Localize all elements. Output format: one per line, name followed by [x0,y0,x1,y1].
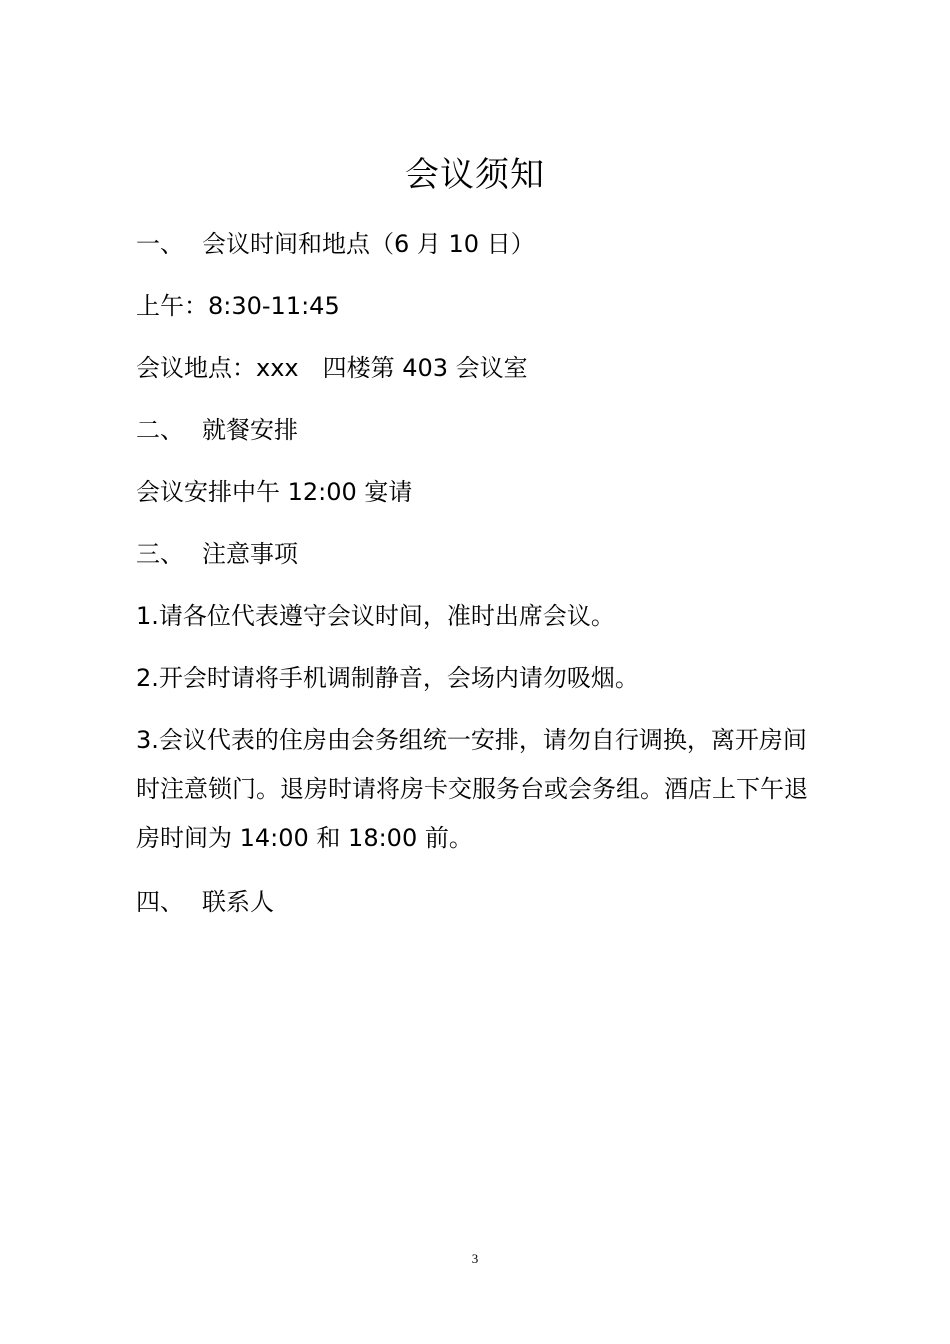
section-number: 一、 [136,230,184,258]
note-item-3: 3.会议代表的住房由会务组统一安排，请勿自行调换，离开房间时注意锁门。退房时请将房卡交服务台或会务组。酒店上下午退房时间为 14:00 和 18:00 前。 [136,726,808,852]
section-number: 二、 [136,416,184,444]
section-heading-text: 注意事项 [202,540,298,568]
section-heading-text: 会议时间和地点（6 月 10 日） [202,230,535,258]
note-item-2: 2.开会时请将手机调制静音，会场内请勿吸烟。 [136,664,639,692]
section-number: 四、 [136,888,184,916]
page-number: 3 [471,1251,479,1266]
section-heading-text: 联系人 [202,888,274,916]
section-heading-1 [136,226,535,262]
section-heading-4 [136,884,274,920]
meeting-time: 上午：8:30-11:45 [136,292,340,320]
section-heading-2 [136,412,298,448]
meeting-location: 会议地点：xxx 四楼第 403 会议室 [136,354,528,382]
meal-arrangement: 会议安排中午 12:00 宴请 [136,478,413,506]
section-number: 三、 [136,540,184,568]
note-item-1: 1.请各位代表遵守会议时间，准时出席会议。 [136,602,615,630]
section-heading-3 [136,536,298,572]
document-title: 会议须知 [405,155,545,195]
section-heading-text: 就餐安排 [202,416,298,444]
